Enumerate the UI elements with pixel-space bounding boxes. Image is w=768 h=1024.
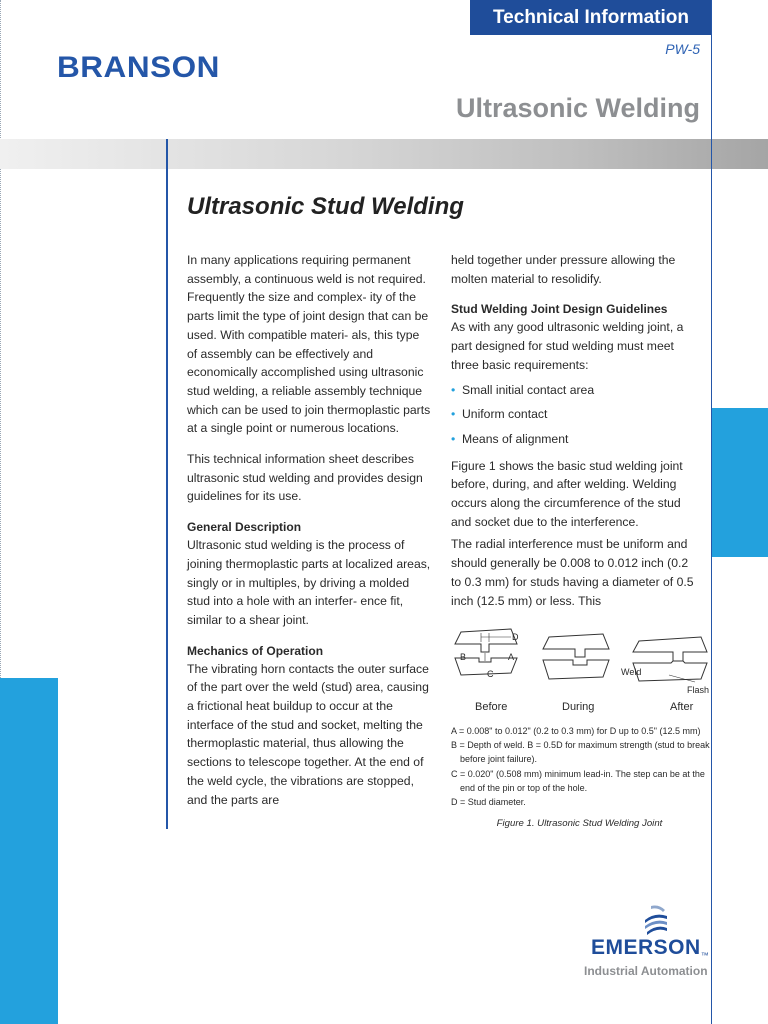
header-grey-band (0, 139, 768, 169)
figure-caption: Figure 1. Ultrasonic Stud Welding Joint (496, 818, 663, 829)
right-blue-tab (712, 408, 768, 557)
emerson-wordmark-text: EMERSON (591, 936, 701, 959)
guidelines-heading: Stud Welding Joint Design Guidelines (451, 302, 668, 317)
dimension-b-label: B (460, 652, 467, 662)
industrial-automation-text: Industrial Automation (584, 964, 708, 978)
left-blue-tab (0, 678, 58, 1024)
list-item: • Small initial contact area (451, 381, 699, 400)
mechanics-paragraph: The vibrating horn contacts the outer surface of the part over the weld (stud) area, causing a frictional heat buildup to occur at the interface of the stud and socket, melting the thermoplastic material, thus allowing the sections to telescope together. At the end of the weld cycle, the vibrations are stopped, and the parts are (187, 661, 429, 807)
dimension-d-label: D (512, 632, 519, 642)
dimension-c-label: C (487, 669, 494, 679)
continuation-paragraph: held together under pressure allowing the molten material to resolidify. (451, 253, 676, 286)
emerson-wordmark (591, 936, 709, 960)
note-c-continued: end of the pin or top of the hole. (460, 782, 588, 793)
requirements-list (451, 381, 699, 449)
stage-during-label: During (562, 701, 595, 713)
dimension-a-label: A (508, 652, 515, 662)
during-diagram (543, 634, 609, 679)
trademark-symbol: ™ (700, 951, 710, 960)
note-c: C = 0.020" (0.508 mm) minimum lead-in. The step can be at the (451, 768, 705, 779)
note-d: D = Stud diameter. (451, 797, 526, 808)
list-item: • Uniform contact (451, 405, 699, 424)
left-column-rule (166, 139, 168, 829)
after-diagram (633, 637, 707, 682)
document-code: PW-5 (665, 41, 700, 57)
text-column-left (187, 251, 432, 821)
article-title: Ultrasonic Stud Welding (187, 193, 464, 220)
technical-information-banner: Technical Information (470, 0, 712, 35)
intro-paragraph: In many applications requiring permanent assembly, a continuous weld is not required. Frequently the size and complex- ity of the parts limit the type of joint design that can be used. With compatible materi- als, this type of assembly can be effectively and economically accomplished using ultrasonic stud welding, a reliable assembly technique which can be used to join thermoplastic parts at a single point or numerous locations. (187, 253, 431, 436)
emerson-globe-icon (645, 906, 667, 936)
figure-reference-paragraph: Figure 1 shows the basic stud welding joint before, during, and after welding. Welding occurs along the circumference of the stud and socket due to the interference. (451, 458, 683, 529)
mechanics-heading: Mechanics of Operation (187, 643, 324, 658)
sheet-paragraph: This technical information sheet describes ultrasonic stud welding and provides design guidelines for its use. (187, 452, 423, 504)
document-category-title: Ultrasonic Welding (455, 93, 700, 123)
stage-after-label: After (670, 701, 694, 713)
note-b-continued: before joint failure). (460, 754, 538, 765)
figure-notes (451, 724, 751, 809)
general-description-heading: General Description (187, 520, 302, 535)
note-a: A = 0.008" to 0.012" (0.2 to 0.3 mm) for D up to 0.5" (12.5 mm) (451, 726, 701, 736)
general-description-paragraph: Ultrasonic stud welding is the process of joining thermoplastic parts at localized areas, singly or in multiples, by driving a molded stud into a hole with an interfer- ence fit, similar to a shear joint. (187, 538, 431, 627)
text-column-right (451, 251, 699, 622)
list-item: • Means of alignment (451, 430, 699, 449)
branson-logo: BRANSON (57, 51, 220, 84)
flash-label: Flash (687, 685, 710, 695)
note-b: B = Depth of weld. B = 0.5D for maximum strength (stud to break (451, 740, 710, 751)
stud-weld-joint-figure (451, 627, 711, 715)
radial-interference-paragraph: The radial interference must be uniform and should generally be 0.008 to 0.012 inch (0.2 to 0.3 mm) for studs having a diameter of 0.5 inch (12.5 mm) or less. This (451, 537, 694, 608)
guidelines-paragraph: As with any good ultrasonic welding joint, a part designed for stud welding must meet three basic requirements: (451, 320, 684, 372)
weld-label: Weld (621, 667, 642, 677)
stage-before-label: Before (475, 701, 508, 713)
